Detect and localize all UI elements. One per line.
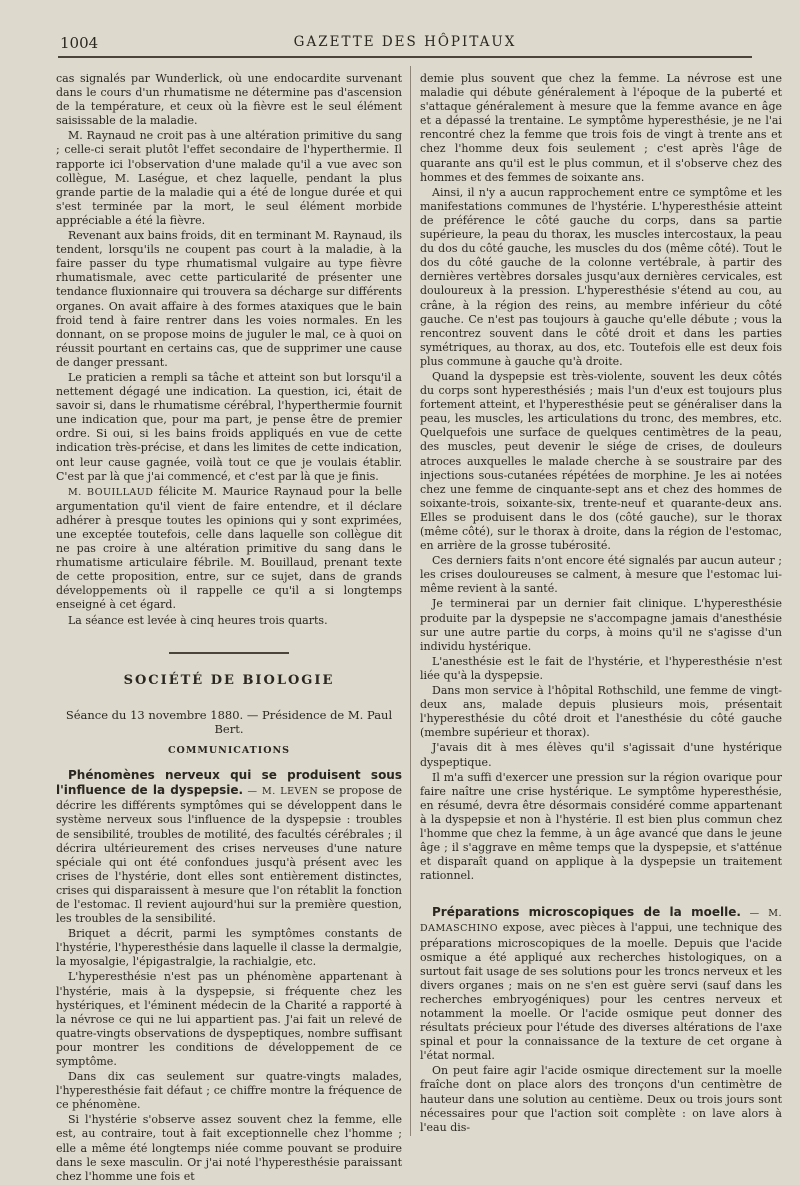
paragraph: Ces derniers faits n'ont encore été signalés par aucun auteur ; les crises douloureuses se calment, à mesure que l'estomac lui-même revient à la santé. — [420, 554, 782, 596]
paragraph: Si l'hystérie s'observe assez souvent chez la femme, elle est, au contraire, tout à fait exceptionnelle chez l'homme ; elle a même été longtemps niée comme pouvant se produire dans le sexe masculin. Or j'ai noté l'hyperesthésie paraissant chez l'homme une fois et — [56, 1113, 402, 1183]
paragraph-text: félicite M. Maurice Raynaud pour la belle argumentation qu'il vient de faire entendre, et il déclare adhérer à presque toutes les opinions qui y sont exprimées, une exceptée toutefois, celle dans laquelle son collègue dit ne pas croire à une altération primitive du sang dans le rhumatisme articulaire fébrile. M. Bouillaud, prenant texte de cette proposition, entre, sur ce sujet, dans de grands développements où il rappelle ce qu'il a si longtemps enseigné à cet égard. — [56, 484, 402, 612]
left-column — [56, 72, 402, 1185]
paragraph: Ainsi, il n'y a aucun rapprochement entre ce symptôme et les manifestations communes de l'hystérie. L'hyperesthésie atteint de préférence le côté gauche du corps, dans sa partie supérieure, la peau du thorax, les muscles intercostaux, la peau du dos du côté gauche, les muscles du dos (même côté). Tout le dos du côté gauche de la colonne vertébrale, à partir des dernières vertèbres dorsales jusqu'aux dernières cervicales, est douloureux à la pression. L'hyperesthésie s'étend au cou, au crâne, à la région des reins, au membre inférieur du côté gauche. Ce n'est pas toujours à gauche qu'elle débute ; vous la rencontrez souvent dans le côté droit et dans les parties symétriques, au thorax, au dos, etc. Toutefois elle est deux fois plus commune à gauche qu'à droite. — [420, 185, 782, 368]
article-paragraph — [56, 768, 402, 926]
speaker-name: M. BOUILLAUD — [68, 486, 154, 498]
section-divider — [56, 644, 402, 658]
article-author: — M. LEVEN — [243, 786, 319, 798]
paragraph: L'hyperesthésie n'est pas un phénomène appartenant à l'hystérie, mais à la dyspepsie, si fréquente chez les hystériques, et l'éminent médecin de la Charité a rapporté à la névrose ce qui ne lui appartient pas. J'ai fait un relevé de quatre-vingts observations de dyspeptiques, nombre suffisant pour montrer les conditions de développement de ce symptôme. — [56, 970, 402, 1068]
page-header — [60, 28, 750, 54]
paragraph: Dans dix cas seulement sur quatre-vingts malades, l'hyperesthésie fait défaut ; ce chiffre montre la fréquence de ce phénomène. — [56, 1070, 402, 1112]
paragraph: demie plus souvent que chez la femme. La névrose est une maladie qui débute généralement à l'époque de la puberté et s'attaque généralement à mesure que la femme avance en âge et a dépassé la trentaine. Le symptôme hyperesthésie, je ne l'ai rencontré chez la femme que trois fois de vingt à trente ans et chez l'homme deux fois seulement ; c'est après l'âge de quarante ans qu'il est le plus commun, et il s'observe chez des hommes et des femmes de soixante ans. — [420, 72, 782, 184]
session-line: Séance du 13 novembre 1880. — Présidence de M. Paul Bert. — [65, 707, 393, 736]
section-title: SOCIÉTÉ DE BIOLOGIE — [123, 672, 335, 688]
paragraph: Revenant aux bains froids, dit en terminant M. Raynaud, ils tendent, lorsqu'ils ne coupent pas court à la maladie, à la faire passer du type rhumatismal vulgaire au type fièvre rhumatismale, avec cette particularité de présenter une tendance fluxionnaire qui trouvera sa décharge sur différents organes. On avait affaire à des formes ataxiques que le bain froid tend à faire rentrer dans les voies normales. En les donnant, on se propose moins de juguler le mal, ce à quoi on réussit pourtant en certains cas, que de supprimer une cause de danger pressant. — [56, 229, 402, 369]
paragraph: Je terminerai par un dernier fait clinique. L'hyperesthésie produite par la dyspepsie ne s'accompagne jamais d'anesthésie sur une autre partie du corps, à moins qu'il ne s'agisse d'un individu hystérique. — [420, 597, 782, 653]
column-divider — [410, 66, 411, 1136]
paragraph: Briquet a décrit, parmi les symptômes constants de l'hystérie, l'hyperesthésie dans laquelle il classe la dermalgie, la myosalgie, l'épigastralgie, la rachialgie, etc. — [56, 927, 402, 969]
paragraph: Il m'a suffi d'exercer une pression sur la région ovarique pour faire naître une crise hystérique. Le symptôme hyperesthésie, en résumé, devra être désormais considéré comme appartenant à la dyspepsie et non à l'hystérie. Il est bien plus commun chez l'homme que chez la femme, à un âge avancé que dans le jeune âge ; il s'aggrave en même temps que la dyspepsie, et s'atténue et disparaît quand on applique à la dyspepsie un traitement rationnel. — [420, 770, 782, 883]
paragraph-text: se propose de décrire les différents symptômes qui se développent dans le système nerveux sous l'influence de la dyspepsie : troubles de sensibilité, troubles de motilité, des facultés cérébrales ; il décrira ultérieurement des crises nerveuses d'une nature spéciale qui ont été confondues jusqu'à présent avec les crises de l'hystérie, dont elles sont entièrement distinctes, crises qui disparaissent à mesure que l'on rétablit la fonction de l'estomac. Il revient aujourd'hui sur la première question, les troubles de la sensibilité. — [56, 784, 402, 926]
article-author: — M. DAMASCHINO — [420, 908, 782, 935]
paragraph: Quand la dyspepsie est très-violente, souvent les deux côtés du corps sont hyperesthésiés ; mais l'un d'eux est toujours plus fortement atteint, et l'hyperesthésie peut se généraliser dans la peau, les muscles, les articulations du tronc, des membres, etc. Quelquefois une surface de quelques centimètres de la peau, des muscles, peut devenir le siége de crises, de douleurs atroces auxquelles le malade cherche à se soustraire par des injections sous-cutanées répétées de morphine. Je les ai notées chez une femme de cinquante-sept ans et chez des hommes de soixante-trois, soixante-six, trente-neuf et quarante-deux ans. Elles se produisent dans le dos (côté gauche), sur le thorax (même côté), sur le thorax à droite, dans la région de l'estomac, en arrière de la grosse tubérosité. — [420, 369, 782, 553]
paragraph: Le praticien a rempli sa tâche et atteint son but lorsqu'il a nettement dégagé une indication. La question, ici, était de savoir si, dans le rhumatisme cérébral, l'hyperthermie fournit une indication que, pour ma part, je pense être de premier ordre. Si oui, si les bains froids appliqués en vue de cette indication très-précise, et dans les limites de cette indication, ont leur cause gagnée, voilà tout ce que je voulais établir. C'est par là que j'ai commencé, et c'est par là que je finis. — [56, 370, 402, 483]
journal-title: GAZETTE DES HÔPITAUX — [293, 34, 517, 50]
right-column — [420, 72, 782, 1136]
paragraph-text: expose, avec pièces à l'appui, une technique des préparations microscopiques de la moelle. Depuis que l'acide osmique a été appliqué aux recherches histologiques, on a surtout fait usage de ses solutions pour les troncs nerveux et les divers organes ; mais on ne s'en est guère servi (sauf dans les recherches embryogéniques) pour les centres nerveux et notamment la moelle. Or l'acide osmique peut donner des résultats précieux pour l'étude des diverses altérations de l'axe spinal et pour la connaissance de la texture de cet organe à l'état normal. — [420, 921, 782, 1063]
paragraph: On peut faire agir l'acide osmique directement sur la moelle fraîche dont on place alors des tronçons d'un centimètre de hauteur dans une solution au centième. Deux ou trois jours sont nécessaires pour que l'action soit complète : on lave alors à l'eau dis- — [420, 1064, 782, 1134]
paragraph: J'avais dit à mes élèves qu'il s'agissait d'une hystérique dyspeptique. — [420, 741, 782, 769]
paragraph: cas signalés par Wunderlick, où une endocardite survenant dans le cours d'un rhumatisme ne détermine pas d'ascension de la température, et ceux où la fièvre est le seul élément saisissable de la maladie. — [56, 72, 402, 128]
paragraph: Dans mon service à l'hôpital Rothschild, une femme de vingt-deux ans, malade depuis plusieurs mois, présentait l'hyperesthésie du côté droit et l'anesthésie du côté gauche (membre supérieur et thorax). — [420, 684, 782, 740]
paragraph: L'anesthésie est le fait de l'hystérie, et l'hyperesthésie n'est liée qu'à la dyspepsie. — [420, 654, 782, 682]
article-title: Préparations microscopiques de la moelle. — [432, 905, 741, 920]
article-paragraph — [420, 905, 782, 1063]
paragraph: La séance est levée à cinq heures trois quarts. — [68, 613, 328, 627]
paragraph — [56, 485, 402, 613]
header-rule — [58, 56, 752, 58]
communications-label: COMMUNICATIONS — [167, 745, 291, 757]
paragraph: M. Raynaud ne croit pas à une altération primitive du sang ; celle-ci serait plutôt l'effet secondaire de l'hyperthermie. Il rapporte ici l'observation d'une malade qu'il a vue avec son collègue, M. Laségue, et chez laquelle, pendant la plus grande partie de la maladie qui a été de longue durée et qui s'est terminée par la mort, le seul élément morbide appréciable a été la fièvre. — [56, 129, 402, 227]
page-number: 1004 — [60, 34, 99, 52]
article-title: Phénomènes nerveux qui se produisent sous l'influence de la dyspepsie. — [56, 768, 402, 798]
